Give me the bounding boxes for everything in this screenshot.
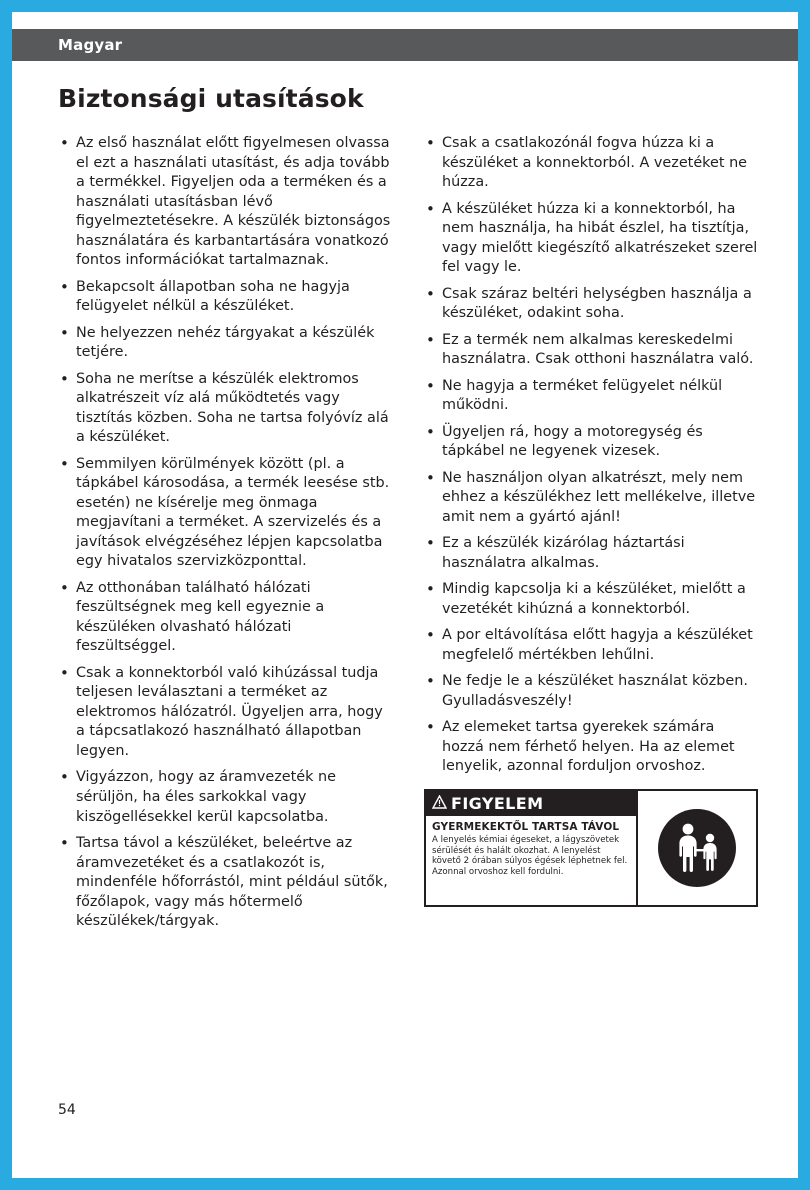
list-item: • Semmilyen körülmények között (pl. a tápkábel károsodása, a termék leesése stb. esetén) ne kísérelje meg önmaga megjavítani a terméket. A szervizelés és a javítások elvégzéséhez lépjen kapcsolatba egy hivatalos szervizközponttal. (58, 455, 392, 572)
left-safety-list (58, 134, 392, 932)
language-bar (12, 29, 798, 61)
warning-subheader: GYERMEKEKTŐL TARTSA TÁVOL (432, 820, 620, 833)
right-column (424, 134, 758, 939)
right-safety-list (424, 134, 758, 777)
warning-triangle-icon (432, 794, 447, 813)
list-item: • Ne hagyja a terméket felügyelet nélkül működni. (424, 377, 758, 416)
warning-text-panel (426, 791, 638, 905)
content-columns (58, 134, 758, 939)
warning-header (426, 791, 636, 816)
warning-pictogram-panel (638, 791, 756, 905)
list-item: • Tartsa távol a készüléket, beleértve az áramvezetéket és a csatlakozót is, mindenféle hőforrástól, mint például sütők, főzőlapok, vagy más hőtermelő készülékek/tárgyak. (58, 834, 392, 932)
list-item: • Mindig kapcsolja ki a készüléket, mielőtt a vezetékét kihúzná a konnektorból. (424, 580, 758, 619)
list-item: • Csak a konnektorból való kihúzással tudja teljesen leválasztani a terméket az elektromos hálózatról. Ügyeljen arra, hogy a tápcsatlakozó használható állapotban legyen. (58, 664, 392, 762)
warning-box (424, 789, 758, 907)
page-number: 54 (58, 1102, 76, 1118)
list-item: • A készüléket húzza ki a konnektorból, ha nem használja, ha hibát észlel, ha tisztítja, vagy mielőtt kiegészítő alkatrészeket szerel fel vagy le. (424, 200, 758, 278)
list-item: • Az otthonában található hálózati feszültségnek meg kell egyeznie a készüléken olvasható hálózati feszültséggel. (58, 579, 392, 657)
list-item: • Bekapcsolt állapotban soha ne hagyja felügyelet nélkül a készüléket. (58, 278, 392, 317)
list-item: • Soha ne merítse a készülék elektromos alkatrészeit víz alá működtetés vagy tisztítás közben. Soha ne tartsa folyóvíz alá a készüléket. (58, 370, 392, 448)
warning-body-text: A lenyelés kémiai égeseket, a lágyszövetek sérülését és halált okozhat. A lenyelést követő 2 órában súlyos égések léphetnek fel. Azonnal orvoshoz kell fordulni. (432, 834, 628, 877)
document-page (12, 12, 798, 1178)
list-item: • A por eltávolítása előtt hagyja a készüléket megfelelő mértékben lehűlni. (424, 626, 758, 665)
page-title: Biztonsági utasítások (58, 84, 364, 113)
list-item: • Az első használat előtt figyelmesen olvassa el ezt a használati utasítást, és adja tovább a termékkel. Figyeljen oda a terméken és a használati utasításban lévő figyelmeztetésekre. A készülék biztonságos használatára és karbantartására vonatkozó fontos információkat tartalmaznak. (58, 134, 392, 271)
list-item: • Ne fedje le a készüléket használat közben. Gyulladásveszély! (424, 672, 758, 711)
list-item: • Ügyeljen rá, hogy a motoregység és tápkábel ne legyenek vizesek. (424, 423, 758, 462)
list-item: • Vigyázzon, hogy az áramvezeték ne sérüljön, ha éles sarkokkal vagy kiszögellésekkel kerül kapcsolatba. (58, 768, 392, 827)
keep-away-from-children-icon (658, 809, 736, 887)
list-item: • Ez a termék nem alkalmas kereskedelmi használatra. Csak otthoni használatra való. (424, 331, 758, 370)
left-column (58, 134, 392, 939)
list-item: • Csak száraz beltéri helységben használja a készüléket, odakint soha. (424, 285, 758, 324)
language-label: Magyar (58, 36, 123, 54)
list-item: • Ne helyezzen nehéz tárgyakat a készülék tetjére. (58, 324, 392, 363)
list-item: • Csak a csatlakozónál fogva húzza ki a készüléket a konnektorból. A vezetéket ne húzza. (424, 134, 758, 193)
warning-header-label: FIGYELEM (451, 793, 544, 813)
list-item: • Ez a készülék kizárólag háztartási használatra alkalmas. (424, 534, 758, 573)
list-item: • Ne használjon olyan alkatrészt, mely nem ehhez a készülékhez lett mellékelve, illetve amit nem a gyártó ajánl! (424, 469, 758, 528)
list-item: • Az elemeket tartsa gyerekek számára hozzá nem férhető helyen. Ha az elemet lenyelik, azonnal forduljon orvoshoz. (424, 718, 758, 777)
